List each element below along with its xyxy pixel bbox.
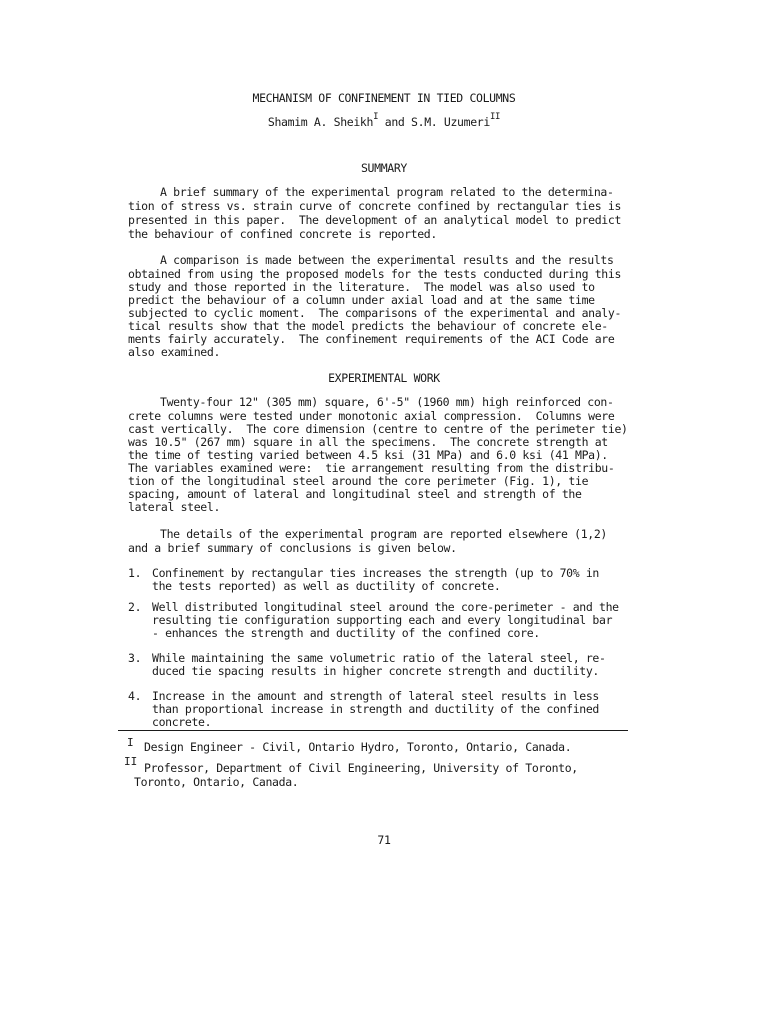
list-number: 1. [128,566,142,580]
list-item-line: While maintaining the same volumetric ratio of the lateral steel, re- [152,651,606,665]
experimental-p1-line: tion of the longitudinal steel around the core perimeter (Fig. 1), tie [128,474,589,488]
summary-p2-line: also examined. [128,345,221,359]
experimental-p1-line: crete columns were tested under monotonic axial compression. Columns were [128,409,615,423]
list-number: 4. [128,689,142,703]
summary-p1-line: A brief summary of the experimental program related to the determina- [160,185,614,199]
summary-p1-line: the behaviour of confined concrete is reported. [128,227,437,241]
list-item-line: resulting tie configuration supporting each and every longitudinal bar [152,613,613,627]
footnote-line: Professor, Department of Civil Engineering, University of Toronto, [144,761,578,775]
summary-p1-line: tion of stress vs. strain curve of concrete confined by rectangular ties is [128,199,622,213]
footnote-line: Design Engineer - Civil, Ontario Hydro, Toronto, Ontario, Canada. [144,740,572,754]
summary-p2-line: subjected to cyclic moment. The comparisons of the experimental and analy- [128,306,622,320]
author-2-mark: II [489,112,501,122]
summary-p2-line: tical results show that the model predicts the behaviour of concrete ele- [128,319,608,333]
author-2: S.M. Uzumeri [411,115,490,129]
list-number: 2. [128,600,142,614]
experimental-p1-line: lateral steel. [128,500,221,514]
experimental-p1-line: the time of testing varied between 4.5 ksi (31 MPa) and 6.0 ksi (41 MPa). [128,448,608,462]
summary-p2-line: A comparison is made between the experimental results and the results [160,253,614,267]
list-item-line: Confinement by rectangular ties increases the strength (up to 70% in [152,566,600,580]
experimental-p1-line: spacing, amount of lateral and longitudinal steel and strength of the [128,487,582,501]
summary-p2-line: study and those reported in the literature. The model was also used to [128,280,595,294]
experimental-heading: EXPERIMENTAL WORK [328,371,440,385]
list-item-line: concrete. [152,715,212,729]
footnote-mark: II [124,755,138,768]
footnote-line: Toronto, Ontario, Canada. [134,775,299,789]
list-item-line: - enhances the strength and ductility of the confined core. [152,626,540,640]
list-item-line: Well distributed longitudinal steel around the core-perimeter - and the [152,600,619,614]
summary-p2-line: predict the behaviour of a column under axial load and at the same time [128,293,595,307]
authors-line [0,112,768,129]
page-number: 71 [377,833,391,847]
list-item-line: duced tie spacing results in higher concrete strength and ductility. [152,664,600,678]
experimental-p1-line: was 10.5" (267 mm) square in all the specimens. The concrete strength at [128,435,608,449]
summary-p2-line: ments fairly accurately. The confinement requirements of the ACI Code are [128,332,615,346]
author-separator: and [378,115,412,129]
summary-p1-line: presented in this paper. The development of an analytical model to predict [128,213,622,227]
summary-p2-line: obtained from using the proposed models for the tests conducted during this [128,267,622,281]
footnote-mark: I [127,736,134,749]
list-item-line: the tests reported) as well as ductility of concrete. [152,579,501,593]
list-item-line: than proportional increase in strength and ductility of the confined [152,702,600,716]
footnote-divider [118,730,628,731]
author-1: Shamim A. Sheikh [267,115,374,129]
experimental-p1-line: The variables examined were: tie arrangement resulting from the distribu- [128,461,615,475]
paper-title: MECHANISM OF CONFINEMENT IN TIED COLUMNS [252,91,516,105]
list-number: 3. [128,651,142,665]
list-item-line: Increase in the amount and strength of lateral steel results in less [152,689,600,703]
author-1-mark: I [373,112,379,122]
summary-heading: SUMMARY [360,161,407,175]
experimental-p1-line: cast vertically. The core dimension (centre to centre of the perimeter tie) [128,422,628,436]
experimental-p2-line: The details of the experimental program are reported elsewhere (1,2) [160,527,608,541]
experimental-p2-line: and a brief summary of conclusions is given below. [128,541,457,555]
experimental-p1-line: Twenty-four 12" (305 mm) square, 6'-5" (1960 mm) high reinforced con- [160,395,614,409]
